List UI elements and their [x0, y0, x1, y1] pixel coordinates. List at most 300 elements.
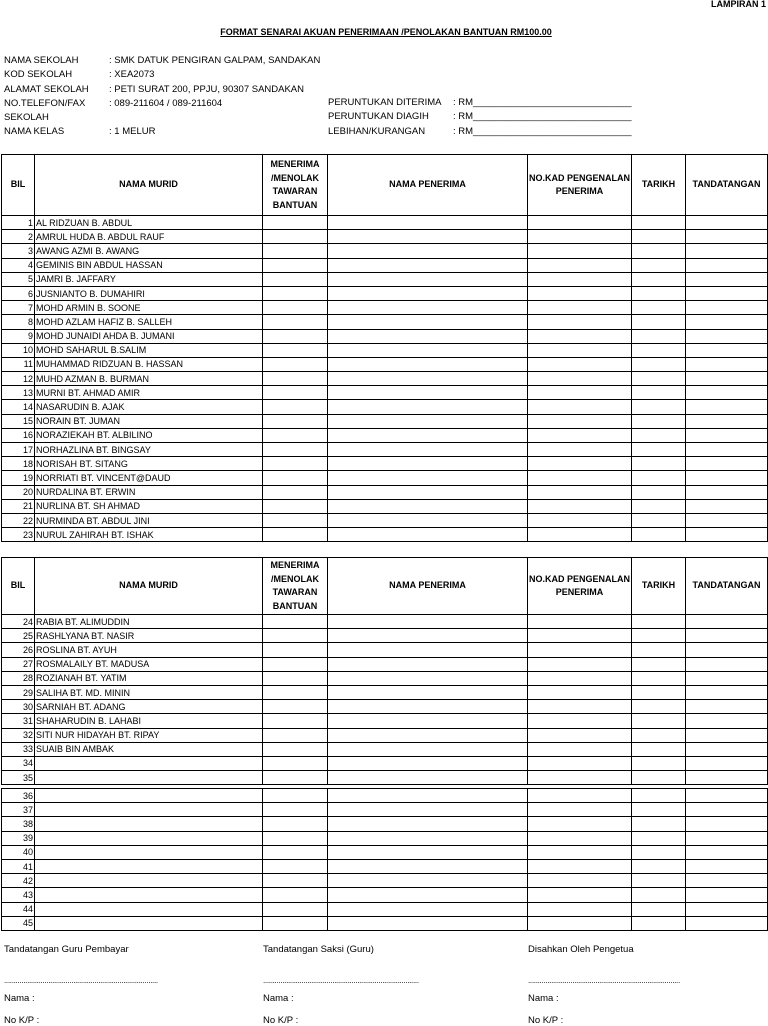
ic-number-cell[interactable] — [528, 272, 632, 286]
student-name — [35, 789, 263, 803]
ic-number-cell[interactable] — [528, 372, 632, 386]
ic-number-cell[interactable] — [528, 615, 632, 629]
accept-reject-cell[interactable] — [263, 728, 328, 742]
signature-cell[interactable] — [686, 742, 768, 756]
recipient-name-cell[interactable] — [328, 443, 528, 457]
accept-reject-cell[interactable] — [263, 916, 328, 930]
recipient-name-cell[interactable] — [328, 457, 528, 471]
table-row — [2, 443, 768, 457]
ic-number-cell[interactable] — [528, 301, 632, 315]
accept-reject-cell[interactable] — [263, 443, 328, 457]
ic-number-cell[interactable] — [528, 485, 632, 499]
signature-cell[interactable] — [686, 615, 768, 629]
date-cell[interactable] — [632, 742, 686, 756]
date-cell[interactable] — [632, 315, 686, 329]
student-name: SHAHARUDIN B. LAHABI — [35, 714, 263, 728]
accept-reject-cell[interactable] — [263, 386, 328, 400]
recipient-name-cell[interactable] — [328, 874, 528, 888]
date-cell[interactable] — [632, 888, 686, 902]
recipient-name-cell[interactable] — [328, 230, 528, 244]
row-number: 35 — [2, 771, 35, 785]
signature-cell[interactable] — [686, 817, 768, 831]
date-cell[interactable] — [632, 400, 686, 414]
signature-cell[interactable] — [686, 329, 768, 343]
student-name — [35, 888, 263, 902]
table-row — [2, 916, 768, 930]
ic-number-cell[interactable] — [528, 803, 632, 817]
recipient-name-cell[interactable] — [328, 357, 528, 371]
signature-cell[interactable] — [686, 258, 768, 272]
ic-number-cell[interactable] — [528, 845, 632, 859]
recipient-name-cell[interactable] — [328, 700, 528, 714]
signature-cell[interactable] — [686, 685, 768, 699]
row-number: 32 — [2, 728, 35, 742]
row-number: 23 — [2, 528, 35, 542]
recipient-name-cell[interactable] — [328, 615, 528, 629]
header-nama-penerima: NAMA PENERIMA — [328, 558, 528, 615]
student-name — [35, 817, 263, 831]
signature-line[interactable]: ................................................................................ — [4, 976, 158, 985]
signature-cell[interactable] — [686, 803, 768, 817]
recipient-name-cell[interactable] — [328, 657, 528, 671]
recipient-name-cell[interactable] — [328, 428, 528, 442]
table-row — [2, 700, 768, 714]
student-name: NORAIN BT. JUMAN — [35, 414, 263, 428]
signature-cell[interactable] — [686, 499, 768, 513]
accept-reject-cell[interactable] — [263, 329, 328, 343]
accept-reject-cell[interactable] — [263, 902, 328, 916]
ic-number-cell[interactable] — [528, 831, 632, 845]
row-number: 29 — [2, 685, 35, 699]
row-number: 25 — [2, 629, 35, 643]
date-cell[interactable] — [632, 414, 686, 428]
accept-reject-cell[interactable] — [263, 643, 328, 657]
accept-reject-cell[interactable] — [263, 817, 328, 831]
table-row — [2, 771, 768, 785]
signature-cell[interactable] — [686, 485, 768, 499]
recipient-name-cell[interactable] — [328, 742, 528, 756]
table-row — [2, 657, 768, 671]
accept-reject-cell[interactable] — [263, 771, 328, 785]
signature-cell[interactable] — [686, 315, 768, 329]
recipient-name-cell[interactable] — [328, 216, 528, 230]
ic-number-cell[interactable] — [528, 528, 632, 542]
student-name: MURNI BT. AHMAD AMIR — [35, 386, 263, 400]
table-row — [2, 902, 768, 916]
recipient-name-cell[interactable] — [328, 888, 528, 902]
ic-number-cell[interactable] — [528, 343, 632, 357]
recipient-name-cell[interactable] — [328, 499, 528, 513]
accept-reject-cell[interactable] — [263, 216, 328, 230]
date-cell[interactable] — [632, 714, 686, 728]
ic-number-cell[interactable] — [528, 230, 632, 244]
table-row — [2, 343, 768, 357]
accept-reject-cell[interactable] — [263, 831, 328, 845]
accept-reject-cell[interactable] — [263, 756, 328, 770]
ic-number-cell[interactable] — [528, 643, 632, 657]
date-cell[interactable] — [632, 902, 686, 916]
accept-reject-cell[interactable] — [263, 272, 328, 286]
signature-cell[interactable] — [686, 286, 768, 300]
ic-number-cell[interactable] — [528, 888, 632, 902]
signature-cell[interactable] — [686, 272, 768, 286]
accept-reject-cell[interactable] — [263, 428, 328, 442]
row-number: 33 — [2, 742, 35, 756]
recipient-name-cell[interactable] — [328, 916, 528, 930]
ic-number-cell[interactable] — [528, 728, 632, 742]
ic-number-cell[interactable] — [528, 258, 632, 272]
signature-cell[interactable] — [686, 400, 768, 414]
recipient-name-cell[interactable] — [328, 685, 528, 699]
signature-cell[interactable] — [686, 357, 768, 371]
date-cell[interactable] — [632, 817, 686, 831]
allocation-label: PERUNTUKAN DITERIMA — [328, 97, 442, 108]
table-row — [2, 859, 768, 873]
accept-reject-cell[interactable] — [263, 258, 328, 272]
date-cell[interactable] — [632, 457, 686, 471]
table-row — [2, 831, 768, 845]
ic-number-cell[interactable] — [528, 216, 632, 230]
ic-number-cell[interactable] — [528, 471, 632, 485]
ic-number-cell[interactable] — [528, 244, 632, 258]
signature-cell[interactable] — [686, 513, 768, 527]
signature-cell[interactable] — [686, 528, 768, 542]
accept-reject-cell[interactable] — [263, 343, 328, 357]
ic-number-cell[interactable] — [528, 789, 632, 803]
signature-cell[interactable] — [686, 859, 768, 873]
student-name — [35, 902, 263, 916]
accept-reject-cell[interactable] — [263, 400, 328, 414]
ic-number-cell[interactable] — [528, 817, 632, 831]
ic-number-cell[interactable] — [528, 457, 632, 471]
date-cell[interactable] — [632, 629, 686, 643]
row-number: 9 — [2, 329, 35, 343]
date-cell[interactable] — [632, 286, 686, 300]
signature-cell[interactable] — [686, 216, 768, 230]
school-info-value: : SMK DATUK PENGIRAN GALPAM, SANDAKAN — [109, 55, 321, 66]
row-number: 20 — [2, 485, 35, 499]
ic-number-cell[interactable] — [528, 629, 632, 643]
accept-reject-cell[interactable] — [263, 414, 328, 428]
date-cell[interactable] — [632, 831, 686, 845]
recipient-name-cell[interactable] — [328, 756, 528, 770]
ic-number-cell[interactable] — [528, 742, 632, 756]
row-number: 41 — [2, 859, 35, 873]
signature-cell[interactable] — [686, 301, 768, 315]
date-cell[interactable] — [632, 428, 686, 442]
date-cell[interactable] — [632, 272, 686, 286]
signature-line[interactable]: ................................................................................. — [263, 976, 419, 985]
table-row — [2, 685, 768, 699]
date-cell[interactable] — [632, 230, 686, 244]
recipient-name-cell[interactable] — [328, 315, 528, 329]
table-row — [2, 643, 768, 657]
signature-cell[interactable] — [686, 443, 768, 457]
signature-cell[interactable] — [686, 756, 768, 770]
row-number: 10 — [2, 343, 35, 357]
recipient-name-cell[interactable] — [328, 831, 528, 845]
signature-cell[interactable] — [686, 657, 768, 671]
recipient-name-cell[interactable] — [328, 859, 528, 873]
table-row — [2, 728, 768, 742]
student-name — [35, 803, 263, 817]
date-cell[interactable] — [632, 643, 686, 657]
recipient-name-cell[interactable] — [328, 301, 528, 315]
table-row — [2, 301, 768, 315]
accept-reject-cell[interactable] — [263, 244, 328, 258]
table-body-1 — [2, 216, 768, 542]
recipient-name-cell[interactable] — [328, 513, 528, 527]
accept-reject-cell[interactable] — [263, 700, 328, 714]
date-cell[interactable] — [632, 685, 686, 699]
recipient-name-cell[interactable] — [328, 671, 528, 685]
recipient-name-cell[interactable] — [328, 528, 528, 542]
recipient-name-cell[interactable] — [328, 400, 528, 414]
ic-number-cell[interactable] — [528, 859, 632, 873]
signature-cell[interactable] — [686, 888, 768, 902]
recipient-name-cell[interactable] — [328, 643, 528, 657]
ic-number-cell[interactable] — [528, 685, 632, 699]
date-cell[interactable] — [632, 728, 686, 742]
table-row — [2, 742, 768, 756]
student-name: MOHD JUNAIDI AHDA B. JUMANI — [35, 329, 263, 343]
accept-reject-cell[interactable] — [263, 499, 328, 513]
date-cell[interactable] — [632, 859, 686, 873]
signature-label: Disahkan Oleh Pengetua — [528, 944, 634, 955]
student-name: SITI NUR HIDAYAH BT. RIPAY — [35, 728, 263, 742]
row-number: 24 — [2, 615, 35, 629]
accept-reject-cell[interactable] — [263, 671, 328, 685]
ic-number-cell[interactable] — [528, 443, 632, 457]
date-cell[interactable] — [632, 372, 686, 386]
table-row — [2, 357, 768, 371]
table-row — [2, 315, 768, 329]
date-cell[interactable] — [632, 329, 686, 343]
ic-number-cell[interactable] — [528, 771, 632, 785]
date-cell[interactable] — [632, 357, 686, 371]
student-name: GEMINIS BIN ABDUL HASSAN — [35, 258, 263, 272]
ic-number-cell[interactable] — [528, 916, 632, 930]
row-number: 28 — [2, 671, 35, 685]
table-row — [2, 414, 768, 428]
recipient-name-cell[interactable] — [328, 244, 528, 258]
date-cell[interactable] — [632, 258, 686, 272]
signature-cell[interactable] — [686, 244, 768, 258]
row-number: 15 — [2, 414, 35, 428]
recipient-name-cell[interactable] — [328, 817, 528, 831]
recipient-name-cell[interactable] — [328, 629, 528, 643]
row-number: 39 — [2, 831, 35, 845]
ic-number-cell[interactable] — [528, 657, 632, 671]
accept-reject-cell[interactable] — [263, 657, 328, 671]
ic-number-cell[interactable] — [528, 329, 632, 343]
recipient-name-cell[interactable] — [328, 414, 528, 428]
table-row — [2, 272, 768, 286]
school-info-label: KOD SEKOLAH — [4, 69, 73, 81]
student-name: NURMINDA BT. ABDUL JINI — [35, 513, 263, 527]
ic-number-cell[interactable] — [528, 400, 632, 414]
signature-cell[interactable] — [686, 700, 768, 714]
accept-reject-cell[interactable] — [263, 471, 328, 485]
recipient-name-cell[interactable] — [328, 728, 528, 742]
accept-reject-cell[interactable] — [263, 685, 328, 699]
signature-ic-label: No K/P : — [528, 1015, 564, 1026]
accept-reject-cell[interactable] — [263, 845, 328, 859]
ic-number-cell[interactable] — [528, 386, 632, 400]
student-name — [35, 845, 263, 859]
recipient-name-cell[interactable] — [328, 258, 528, 272]
accept-reject-cell[interactable] — [263, 742, 328, 756]
recipient-name-cell[interactable] — [328, 343, 528, 357]
date-cell[interactable] — [632, 845, 686, 859]
ic-number-cell[interactable] — [528, 902, 632, 916]
student-name: AL RIDZUAN B. ABDUL — [35, 216, 263, 230]
table-row — [2, 329, 768, 343]
signature-cell[interactable] — [686, 414, 768, 428]
accept-reject-cell[interactable] — [263, 301, 328, 315]
ic-number-cell[interactable] — [528, 286, 632, 300]
signature-cell[interactable] — [686, 728, 768, 742]
accept-reject-cell[interactable] — [263, 286, 328, 300]
signature-cell[interactable] — [686, 771, 768, 785]
ic-number-cell[interactable] — [528, 513, 632, 527]
recipient-name-cell[interactable] — [328, 372, 528, 386]
accept-reject-cell[interactable] — [263, 528, 328, 542]
accept-reject-cell[interactable] — [263, 372, 328, 386]
accept-reject-cell[interactable] — [263, 357, 328, 371]
ic-number-cell[interactable] — [528, 499, 632, 513]
date-cell[interactable] — [632, 700, 686, 714]
ic-number-cell[interactable] — [528, 700, 632, 714]
accept-reject-cell[interactable] — [263, 888, 328, 902]
ic-number-cell[interactable] — [528, 874, 632, 888]
date-cell[interactable] — [632, 528, 686, 542]
signature-cell[interactable] — [686, 874, 768, 888]
signature-label: Tandatangan Guru Pembayar — [4, 944, 129, 955]
signature-cell[interactable] — [686, 230, 768, 244]
table-row — [2, 286, 768, 300]
row-number: 3 — [2, 244, 35, 258]
signature-cell[interactable] — [686, 714, 768, 728]
recipient-name-cell[interactable] — [328, 471, 528, 485]
school-info-label: SEKOLAH — [4, 112, 49, 124]
date-cell[interactable] — [632, 499, 686, 513]
student-name: RASHLYANA BT. NASIR — [35, 629, 263, 643]
date-cell[interactable] — [632, 874, 686, 888]
signature-cell[interactable] — [686, 789, 768, 803]
header-nama-penerima: NAMA PENERIMA — [328, 155, 528, 216]
ic-number-cell[interactable] — [528, 714, 632, 728]
date-cell[interactable] — [632, 343, 686, 357]
date-cell[interactable] — [632, 916, 686, 930]
recipient-name-cell[interactable] — [328, 714, 528, 728]
row-number: 4 — [2, 258, 35, 272]
row-number: 26 — [2, 643, 35, 657]
ic-number-cell[interactable] — [528, 315, 632, 329]
ic-number-cell[interactable] — [528, 428, 632, 442]
date-cell[interactable] — [632, 657, 686, 671]
table-row — [2, 528, 768, 542]
recipient-name-cell[interactable] — [328, 789, 528, 803]
accept-reject-cell[interactable] — [263, 315, 328, 329]
recipient-name-cell[interactable] — [328, 286, 528, 300]
date-cell[interactable] — [632, 756, 686, 770]
signature-line[interactable]: ............................................................................... — [528, 976, 680, 985]
student-name — [35, 874, 263, 888]
recipient-name-cell[interactable] — [328, 902, 528, 916]
date-cell[interactable] — [632, 789, 686, 803]
recipient-name-cell[interactable] — [328, 771, 528, 785]
student-name: MOHD AZLAM HAFIZ B. SALLEH — [35, 315, 263, 329]
signature-cell[interactable] — [686, 471, 768, 485]
document-title: FORMAT SENARAI AKUAN PENERIMAAN /PENOLAKAN BANTUAN RM100.00 — [220, 27, 552, 37]
date-cell[interactable] — [632, 771, 686, 785]
accept-reject-cell[interactable] — [263, 714, 328, 728]
accept-reject-cell[interactable] — [263, 485, 328, 499]
date-cell[interactable] — [632, 513, 686, 527]
signature-cell[interactable] — [686, 916, 768, 930]
recipient-name-cell[interactable] — [328, 845, 528, 859]
ic-number-cell[interactable] — [528, 414, 632, 428]
recipient-name-cell[interactable] — [328, 803, 528, 817]
date-cell[interactable] — [632, 471, 686, 485]
date-cell[interactable] — [632, 615, 686, 629]
recipient-name-cell[interactable] — [328, 485, 528, 499]
recipient-name-cell[interactable] — [328, 386, 528, 400]
ic-number-cell[interactable] — [528, 671, 632, 685]
signature-cell[interactable] — [686, 386, 768, 400]
accept-reject-cell[interactable] — [263, 629, 328, 643]
ic-number-cell[interactable] — [528, 756, 632, 770]
signature-cell[interactable] — [686, 671, 768, 685]
signature-cell[interactable] — [686, 845, 768, 859]
student-table-1 — [1, 154, 768, 542]
signature-cell[interactable] — [686, 629, 768, 643]
date-cell[interactable] — [632, 485, 686, 499]
signature-cell[interactable] — [686, 457, 768, 471]
signature-cell[interactable] — [686, 902, 768, 916]
date-cell[interactable] — [632, 671, 686, 685]
signature-cell[interactable] — [686, 428, 768, 442]
signature-cell[interactable] — [686, 372, 768, 386]
accept-reject-cell[interactable] — [263, 230, 328, 244]
date-cell[interactable] — [632, 386, 686, 400]
accept-reject-cell[interactable] — [263, 859, 328, 873]
signature-cell[interactable] — [686, 343, 768, 357]
lampiran-label: LAMPIRAN 1 — [710, 0, 766, 9]
table-row — [2, 230, 768, 244]
accept-reject-cell[interactable] — [263, 513, 328, 527]
table-row — [2, 513, 768, 527]
accept-reject-cell[interactable] — [263, 803, 328, 817]
recipient-name-cell[interactable] — [328, 272, 528, 286]
accept-reject-cell[interactable] — [263, 615, 328, 629]
allocation-value: : RM______________________________ — [453, 125, 632, 137]
header-bil: BIL — [2, 155, 35, 216]
ic-number-cell[interactable] — [528, 357, 632, 371]
accept-reject-cell[interactable] — [263, 457, 328, 471]
date-cell[interactable] — [632, 301, 686, 315]
signature-cell[interactable] — [686, 643, 768, 657]
date-cell[interactable] — [632, 216, 686, 230]
recipient-name-cell[interactable] — [328, 329, 528, 343]
date-cell[interactable] — [632, 244, 686, 258]
accept-reject-cell[interactable] — [263, 874, 328, 888]
accept-reject-cell[interactable] — [263, 789, 328, 803]
date-cell[interactable] — [632, 803, 686, 817]
date-cell[interactable] — [632, 443, 686, 457]
signature-cell[interactable] — [686, 831, 768, 845]
